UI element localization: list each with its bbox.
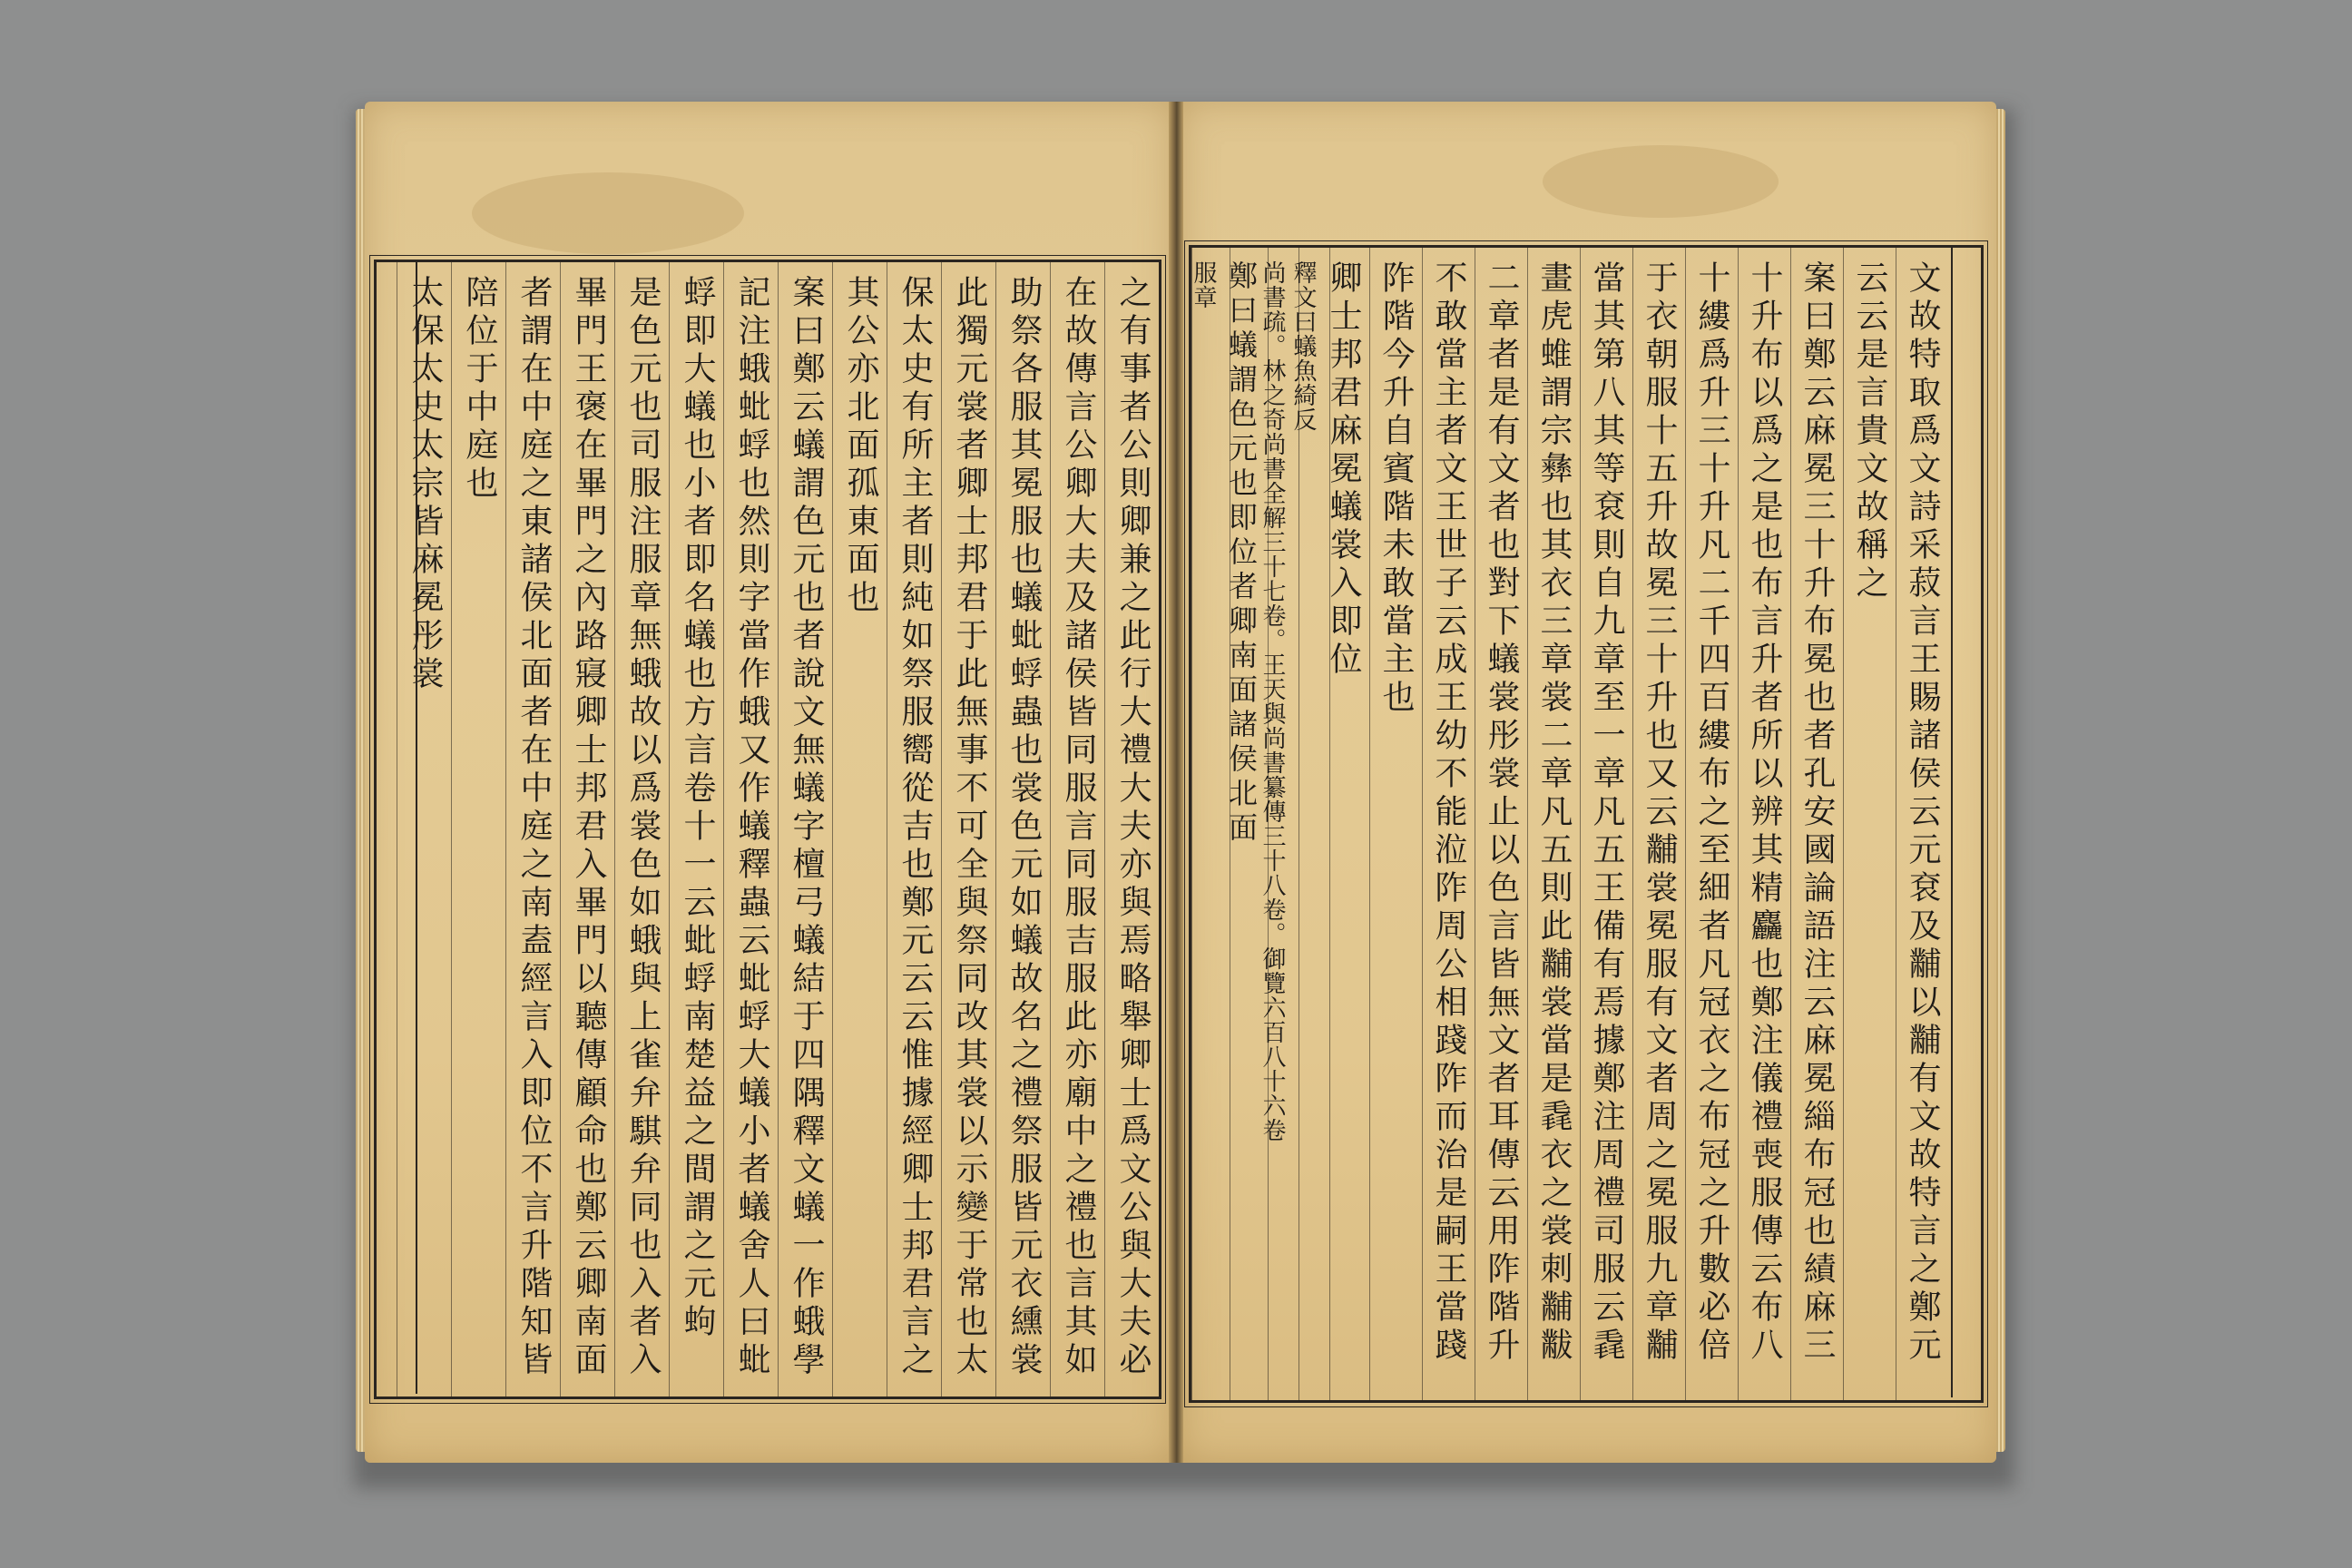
right-text-frame <box>1189 245 1984 1403</box>
left-column-1: 之有事者公則卿兼之此行大禮大夫亦與焉略舉卿士爲文公與大夫必 <box>1104 262 1159 1396</box>
left-column-3: 助祭各服其冕服也蟻蚍蜉蟲也裳色元如蟻故名之禮祭服皆元衣纁裳 <box>995 262 1050 1396</box>
left-column-7: 案曰鄭云蟻謂色元也者說文無蟻字檀弓蟻結于四隅釋文蟻一作蛾學 <box>778 262 832 1396</box>
right-column-4: 十升布以爲之是也布言升者所以辨其精麤也鄭注儀禮喪服傳云布八 <box>1738 248 1790 1400</box>
left-column-6: 其公亦北面孤東面也 <box>832 262 887 1396</box>
right-note-2: 尚書疏。林之奇尚書全解三十七卷。王天與尚書纂傳三十八卷。御覽六百八十六卷 <box>1268 248 1298 1400</box>
left-column-12: 者謂在中庭之東諸侯北面者在中庭之南盍經言入即位不言升階知皆 <box>505 262 560 1396</box>
paper-stain <box>1543 145 1779 218</box>
left-column-10: 是色元也司服注服章無蛾故以爲裳色如蛾與上雀弁騏弁同也入者入 <box>614 262 669 1396</box>
paper-stain <box>472 172 744 254</box>
left-column-11: 畢門王褒在畢門之內路寢卿士邦君入畢門以聽傳顧命也鄭云卿南面 <box>560 262 614 1396</box>
right-note-3: 服章 <box>1191 248 1230 1400</box>
right-column-2: 云云是言貴文故稱之 <box>1843 248 1896 1400</box>
right-page-margin-strip <box>1951 245 1984 1397</box>
right-column-8: 畫虎蜼謂宗彝也其衣三章裳二章凡五則此黼裳當是毳衣之裳刺黼黻 <box>1527 248 1580 1400</box>
right-column-13: 鄭曰蟻謂色元也即位者卿南面諸侯北面 <box>1230 248 1268 1400</box>
left-column-13: 陪位于中庭也 <box>451 262 505 1396</box>
left-column-2: 在故傳言公卿大夫及諸侯皆同服言同服吉服此亦廟中之禮也言其如 <box>1050 262 1104 1396</box>
left-page-margin-strip <box>374 260 417 1394</box>
left-column-4: 此獨元裳者卿士邦君于此無事不可全與祭同改其裳以示變于常也太 <box>941 262 995 1396</box>
right-note-1: 釋文曰蟻魚綺反 <box>1298 248 1329 1400</box>
right-column-9: 二章者是有文者也對下蟻裳彤裳止以色言皆無文者耳傳云用阼階升 <box>1475 248 1527 1400</box>
right-column-1: 文故特取爲文詩采菽言王賜諸侯云元袞及黼以黼有文故特言之鄭元 <box>1896 248 1948 1400</box>
left-column-8: 記注蛾蚍蜉也然則字當作蛾又作蟻釋蟲云蚍蜉大蟻小者蟻舍人曰蚍 <box>723 262 778 1396</box>
right-column-6: 于衣朝服十五升故冕三十升也又云黼裳冕服有文者周之冕服九章黼 <box>1632 248 1685 1400</box>
right-column-3: 案曰鄭云麻冕三十升布冕也者孔安國論語注云麻冕緇布冠也績麻三 <box>1790 248 1843 1400</box>
left-column-5: 保太史有所主者則純如祭服嚮從吉也鄭元云云惟據經卿士邦君言之 <box>887 262 941 1396</box>
left-text-frame <box>374 260 1161 1399</box>
right-column-11: 阼階今升自賓階未敢當主也 <box>1369 248 1422 1400</box>
left-column-14: 太保太史太宗皆麻冕彤裳 <box>397 262 451 1396</box>
right-column-7: 當其第八其等袞則自九章至一章凡五王備有焉據鄭注周禮司服云毳 <box>1580 248 1632 1400</box>
left-column-9: 蜉即大蟻也小者即名蟻也方言卷十一云蚍蜉南楚益之間謂之元蚼 <box>669 262 723 1396</box>
right-column-5: 十縷爲升三十升凡二千四百縷布之至細者凡冠衣之布冠之升數必倍 <box>1685 248 1738 1400</box>
right-column-12: 卿士邦君麻冕蟻裳入即位 <box>1329 248 1369 1400</box>
right-column-10: 不敢當主者文王世子云成王幼不能涖阼周公相踐阼而治是嗣王當踐 <box>1422 248 1475 1400</box>
